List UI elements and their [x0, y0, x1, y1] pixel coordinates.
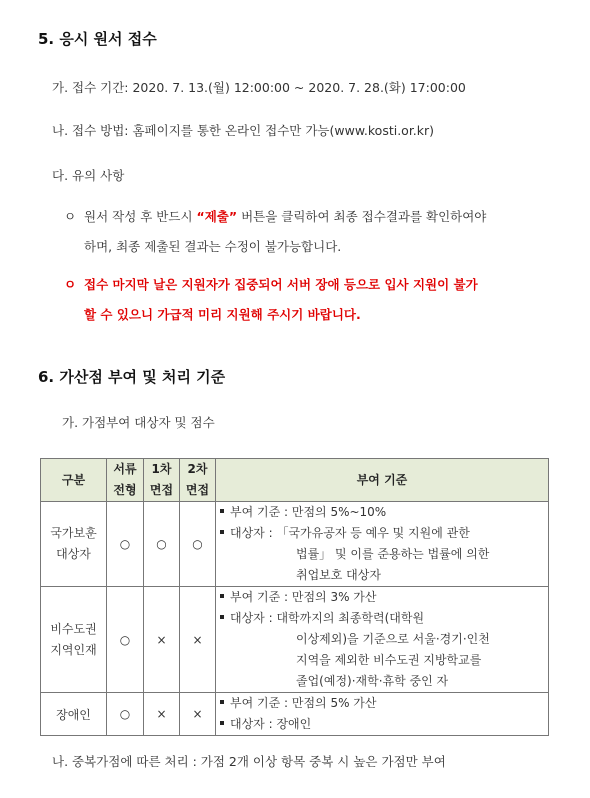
bonus-targets-heading: 가. 가점부여 대상자 및 점수	[62, 415, 215, 430]
row3-category: 장애인	[41, 693, 107, 736]
row3-criteria-line2: 대상자 : 장애인	[220, 714, 548, 735]
row2-category-line2: 지역인재	[50, 642, 97, 657]
row2-int2: ×	[180, 587, 216, 693]
row2-criteria-line3: 이상제외)을 기준으로 서울·경기·인천	[296, 632, 490, 646]
table-row	[41, 502, 549, 587]
section6-title: 6. 가산점 부여 및 처리 기준	[38, 368, 226, 386]
bonus-points-table	[40, 458, 549, 736]
row2-criteria-line1: 부여 기준 : 만점의 3% 가산	[220, 587, 548, 608]
row3-criteria	[216, 693, 549, 736]
row1-criteria-line1: 부여 기준 : 만점의 5%~10%	[220, 502, 548, 523]
row3-doc: ○	[107, 693, 144, 736]
row1-criteria-line2: 대상자 : 「국가유공자 등 예우 및 지원에 관한	[220, 523, 548, 544]
duplicate-bonus-rule: 나. 중복가점에 따른 처리 : 가점 2개 이상 항목 중복 시 높은 가점만 부여	[52, 754, 446, 769]
row2-category	[41, 587, 107, 693]
note1-post: 버튼을 클릭하여 최종 접수결과를 확인하여야	[237, 209, 487, 224]
row2-int1: ×	[144, 587, 180, 693]
row2-doc: ○	[107, 587, 144, 693]
row1-category-line1: 국가보훈	[50, 526, 97, 540]
table-header-row	[41, 459, 549, 502]
header-second-interview	[180, 459, 216, 502]
row3-int2: ×	[180, 693, 216, 736]
header-int1-line2: 면접	[149, 483, 174, 497]
section5-title: 5. 응시 원서 접수	[38, 30, 157, 48]
note1-line2: 하며, 최종 제출된 결과는 수정이 불가능합니다.	[84, 239, 342, 254]
header-criteria: 부여 기준	[216, 459, 549, 502]
row2-criteria-line5: 졸업(예정)·재학·휴학 중인 자	[296, 674, 449, 688]
row1-criteria-line3: 법률」 및 이를 준용하는 법률에 의한	[296, 547, 490, 561]
header-doc-line2: 전형	[113, 483, 137, 497]
table-row	[41, 693, 549, 736]
header-int2-line2: 면접	[185, 483, 210, 497]
row1-criteria-line4: 취업보호 대상자	[296, 568, 381, 582]
row2-category-line1: 비수도권	[50, 621, 97, 636]
row1-category-line2: 대상자	[56, 547, 91, 561]
row1-int1: ○	[144, 502, 180, 587]
note1-line1	[84, 207, 486, 225]
row2-criteria-line4: 지역을 제외한 비수도권 지방학교를	[296, 653, 482, 667]
header-int1-line1: 1차	[151, 462, 172, 476]
header-int2-line1: 2차	[187, 462, 208, 476]
note2-line1: 접수 마지막 날은 지원자가 집중되어 서버 장애 등으로 입사 지원이 불가	[84, 277, 478, 292]
header-first-interview	[144, 459, 180, 502]
row1-int2: ○	[180, 502, 216, 587]
row1-doc: ○	[107, 502, 144, 587]
application-method: 나. 접수 방법: 홈페이지를 통한 온라인 접수만 가능(www.kosti.or.kr)	[52, 123, 435, 138]
header-document-screening	[107, 459, 144, 502]
row1-category	[41, 502, 107, 587]
note2-line2: 할 수 있으니 가급적 미리 지원해 주시기 바랍니다.	[84, 307, 361, 322]
row2-criteria-line2: 대상자 : 대학까지의 최종학력(대학원	[220, 608, 548, 629]
row3-criteria-line1: 부여 기준 : 만점의 5% 가산	[220, 693, 548, 714]
row2-criteria	[216, 587, 549, 693]
header-category: 구분	[41, 459, 107, 502]
note1-marker: ㅇ	[64, 209, 77, 224]
notes-heading: 다. 유의 사항	[52, 168, 125, 183]
table-row	[41, 587, 549, 693]
note2-marker: ㅇ	[64, 277, 77, 292]
row3-int1: ×	[144, 693, 180, 736]
application-period: 가. 접수 기간: 2020. 7. 13.(월) 12:00:00 ~ 2020. 7. 28.(화) 17:00:00	[52, 80, 466, 95]
row1-criteria	[216, 502, 549, 587]
note1-pre: 원서 작성 후 반드시	[84, 209, 197, 224]
header-doc-line1: 서류	[113, 462, 137, 476]
submit-highlight: “제출”	[196, 209, 238, 224]
